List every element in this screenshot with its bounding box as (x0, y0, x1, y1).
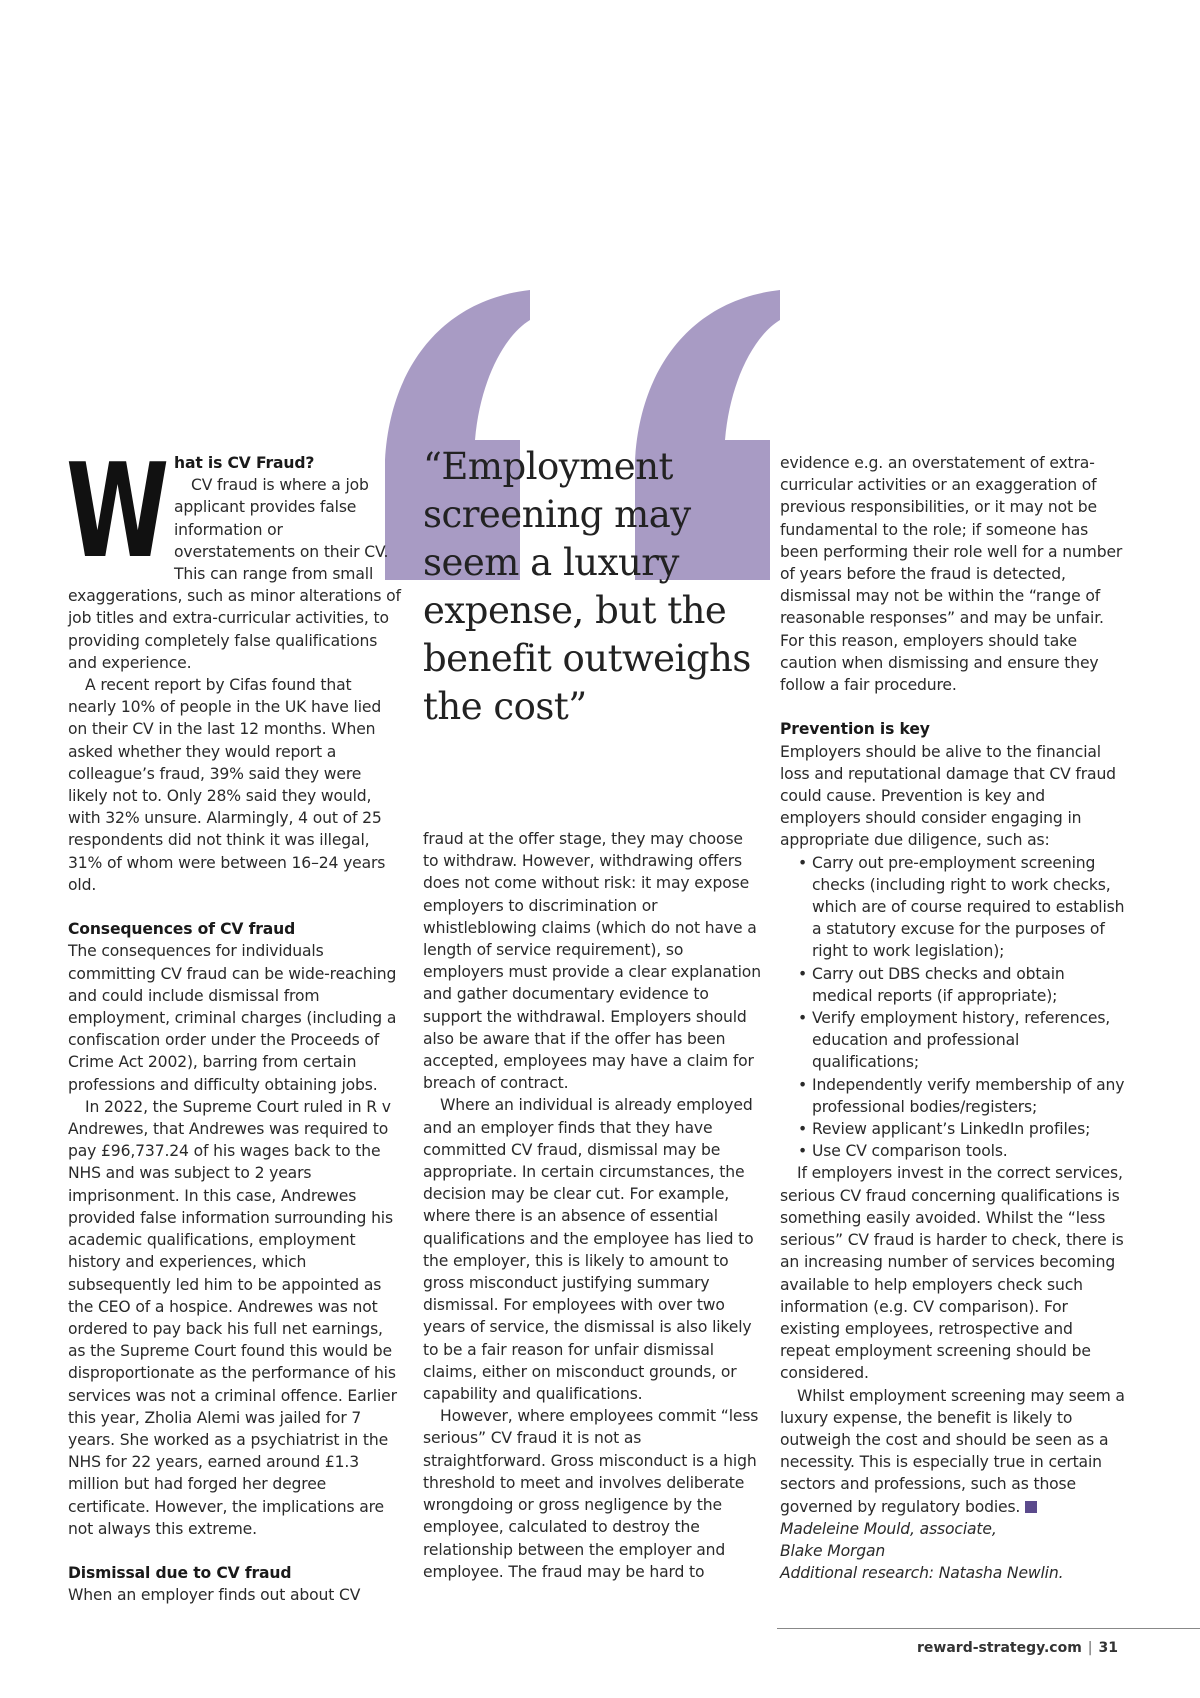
list-item: • Carry out DBS checks and obtain medical reports (if appropriate); (798, 963, 1125, 1007)
list-item: • Carry out pre-employment screening checks (including right to work checks, which are of course required to establish a statutory excuse for the purposes of right to work legislation); (798, 852, 1125, 963)
paragraph: evidence e.g. an overstatement of extra-curricular activities or an exaggeration of previous responsibilities, or it may not be fundamental to the role; if someone has been performing their role well for a number of years before the fraud is detected, dismissal may not be within the “range of reasonable responses” and may be unfair. For this reason, employers should take caution when dismissing and ensure they follow a fair procedure. (780, 454, 1123, 695)
paragraph-text: Whilst employment screening may seem a luxury expense, the benefit is likely to outweigh the cost and should be seen as a necessity. This is especially true in certain sectors and professions, such as those governed by regulatory bodies. (780, 1386, 1125, 1516)
paragraph: The consequences for individuals committing CV fraud can be wide-reaching and could include dismissal from employment, criminal charges (including a confiscation order under the Proceeds of Crime Act 2002), barring from certain professions and difficulty obtaining jobs. (68, 942, 397, 1094)
list-item: • Review applicant’s LinkedIn profiles; (798, 1118, 1125, 1140)
list-item: • Verify employment history, references, education and professional qualifications; (798, 1007, 1125, 1074)
byline-research: Additional research: Natasha Newlin. (780, 1564, 1064, 1583)
list-item: • Use CV comparison tools. (798, 1140, 1125, 1162)
column-2 (423, 828, 761, 1583)
paragraph: A recent report by Cifas found that nearly 10% of people in the UK have lied on their CV in the last 12 months. When asked whether they would report a colleague’s fraud, 39% said they were likely not to. Only 28% said they would, with 32% unsure. Alarmingly, 4 out of 25 respondents did not think it was illegal, 31% of whom were between 16–24 years old. (68, 676, 386, 894)
drop-cap: W (66, 435, 170, 587)
paragraph: Employers should be alive to the financial loss and reputational damage that CV fraud could cause. Prevention is key and employers should consider engaging in appropriate due diligence, such as: (780, 742, 1116, 850)
paragraph: When an employer finds out about CV (68, 1586, 361, 1605)
prevention-list (780, 852, 1125, 1163)
byline-author: Madeleine Mould, associate, (780, 1519, 997, 1538)
paragraph: Where an individual is already employed and an employer finds that they have committed CV fraud, dismissal may be appropriate. In certain circumstances, the decision may be clear cut. For example, where there is an absence of essential qualifications and the employee has lied to the employer, this is likely to amount to gross misconduct justifying summary dismissal. For employees with over two years of service, the dismissal is also likely to be a fair reason for unfair dismissal claims, either on misconduct grounds, or capability and qualifications. (423, 1096, 754, 1404)
paragraph: If employers invest in the correct services, serious CV fraud concerning qualifications is something easily avoided. Whilst the “less serious” CV fraud is harder to check, there is an increasing number of services becoming available to help employers check such information (e.g. CV comparison). For existing employees, retrospective and repeat employment screening should be considered. (780, 1164, 1124, 1383)
paragraph: In 2022, the Supreme Court ruled in R v Andrewes, that Andrewes was required to pay £96,737.24 of his wages back to the NHS and was subject to 2 years imprisonment. In this case, Andrewes provided false information surrounding his academic qualifications, employment history and experiences, which subsequently led him to be appointed as the CEO of a hospice. Andrewes was not ordered to pay back his full net earnings, as the Supreme Court found this would be disproportionate as the performance of his services was not a criminal offence. Earlier this year, Zholia Alemi was jailed for 7 years. She worked as a psychiatrist in the NHS for 22 years, earned around £1.3 million but had forged her degree certificate. However, the implications are not always this extreme. (68, 1097, 397, 1538)
paragraph: CV fraud is where a job applicant provides false information or overstatements on their CV. This can range from small exaggerations, such as minor alterations of job titles and extra-curricular activities, to providing completely false qualifications and experience. (68, 476, 401, 672)
byline-company: Blake Morgan (780, 1541, 886, 1560)
pull-quote: “Employment screening may seem a luxury expense, but the benefit outweighs the cost” (423, 445, 751, 728)
paragraph: However, where employees commit “less serious” CV fraud it is not as straightforward. Gross misconduct is a high threshold to meet and involves deliberate wrongdoing or gross negligence by the employee, calculated to destroy the relationship between the employer and employee. The fraud may be hard to (423, 1407, 759, 1581)
heading-dismissal: Dismissal due to CV fraud (68, 1564, 292, 1583)
page-number: 31 (1098, 1640, 1118, 1656)
list-item: • Independently verify membership of any professional bodies/registers; (798, 1074, 1125, 1118)
paragraph: fraud at the offer stage, they may choose to withdraw. However, withdrawing offers does not come without risk: it may expose employers to discrimination or whistleblowing claims (which do not have a length of service requirement), so employers must provide a clear explanation and gather documentary evidence to support the withdrawal. Employers should also be aware that if the offer has been accepted, employees may have a claim for breach of contract. (423, 830, 761, 1093)
footer-separator: | (1087, 1640, 1093, 1656)
heading-consequences: Consequences of CV fraud (68, 920, 296, 939)
end-mark-icon (1025, 1501, 1037, 1513)
footer-site: reward-strategy.com (917, 1640, 1082, 1656)
heading-what-is-cv-fraud: hat is CV Fraud? (174, 454, 315, 472)
paragraph (780, 1385, 1125, 1518)
footer-divider (777, 1628, 1200, 1629)
heading-prevention: Prevention is key (780, 720, 930, 739)
column-1 (66, 435, 403, 1607)
column-3 (780, 452, 1125, 1584)
page-footer (917, 1640, 1118, 1656)
